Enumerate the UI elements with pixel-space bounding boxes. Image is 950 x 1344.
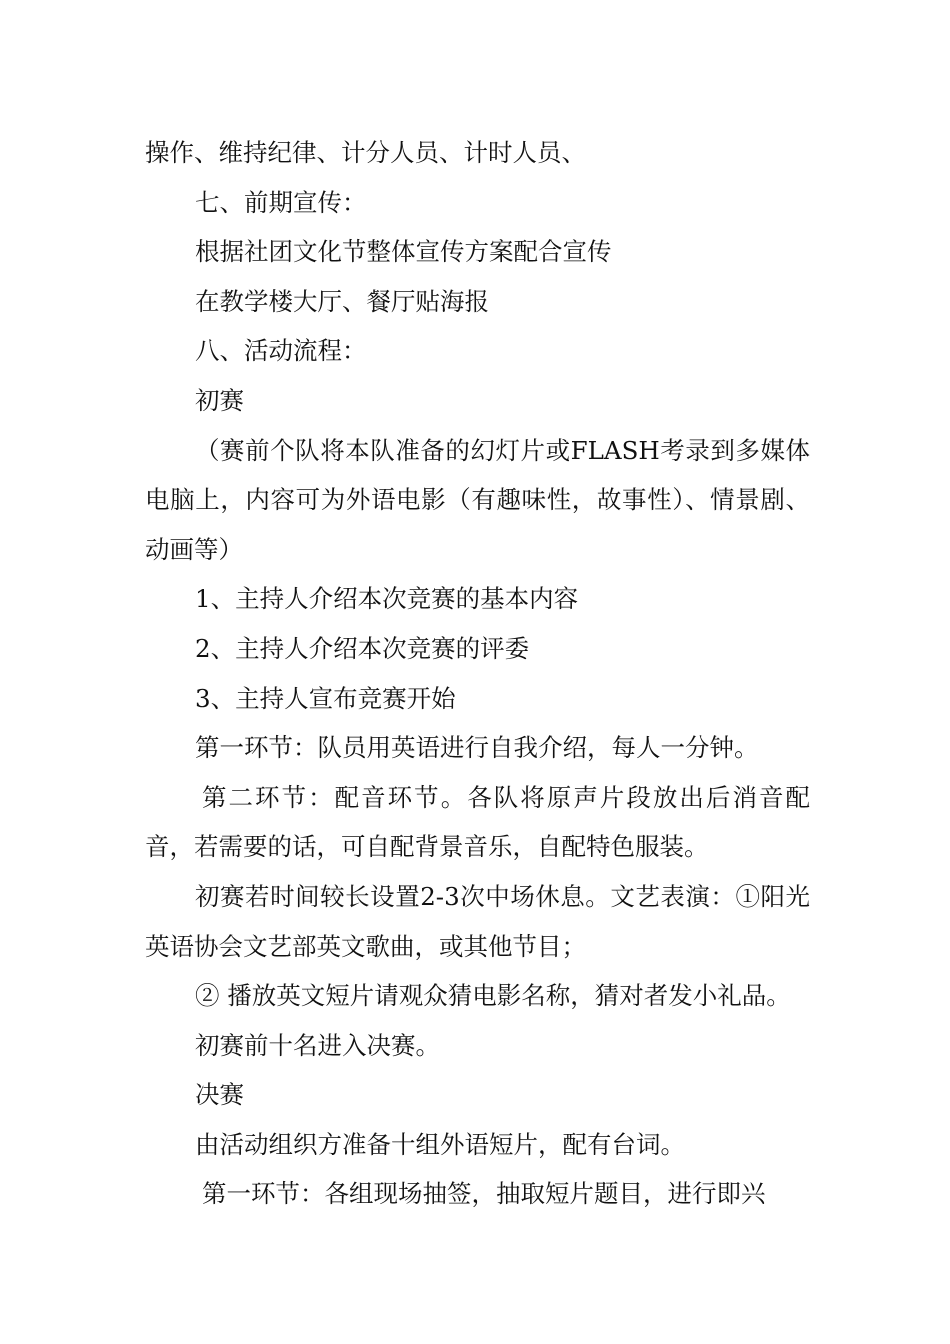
subheading-preliminary: 初赛	[195, 385, 244, 415]
paragraph: 第二环节：配音环节。各队将原声片段放出后消音配音，若需要的话，可自配背景音乐，自配特色服装。	[145, 782, 810, 862]
paragraph: 初赛前十名进入决赛。	[195, 1030, 440, 1060]
paragraph: 初赛若时间较长设置2-3次中场休息。文艺表演：①阳光英语协会文艺部英文歌曲，或其他节目；	[145, 881, 810, 961]
subheading-final: 决赛	[195, 1080, 244, 1110]
section-heading-process: 八、活动流程：	[195, 336, 367, 366]
paragraph: 在教学楼大厅、餐厅贴海报	[195, 286, 489, 316]
paragraph: 第一环节：各组现场抽签，抽取短片题目，进行即兴	[202, 1179, 766, 1209]
paragraph: 第一环节：队员用英语进行自我介绍，每人一分钟。	[195, 733, 759, 763]
list-item: 3、主持人宣布竞赛开始	[195, 683, 456, 713]
paragraph: 由活动组织方准备十组外语短片，配有台词。	[195, 1129, 685, 1159]
section-heading-publicity: 七、前期宣传：	[195, 187, 367, 217]
list-item: 1、主持人介绍本次竞赛的基本内容	[195, 584, 579, 614]
list-item: 2、主持人介绍本次竞赛的评委	[195, 633, 530, 663]
paragraph: ② 播放英文短片请观众猜电影名称，猜对者发小礼品。	[195, 981, 791, 1011]
paragraph-continuation: 操作、维持纪律、计分人员、计时人员、	[145, 138, 586, 167]
paragraph: 根据社团文化节整体宣传方案配合宣传	[195, 237, 612, 267]
paragraph: （赛前个队将本队准备的幻灯片或FLASH考录到多媒体电脑上，内容可为外语电影（有趣味性，故事性）、情景剧、动画等）	[145, 435, 810, 564]
document-body	[145, 128, 810, 1219]
